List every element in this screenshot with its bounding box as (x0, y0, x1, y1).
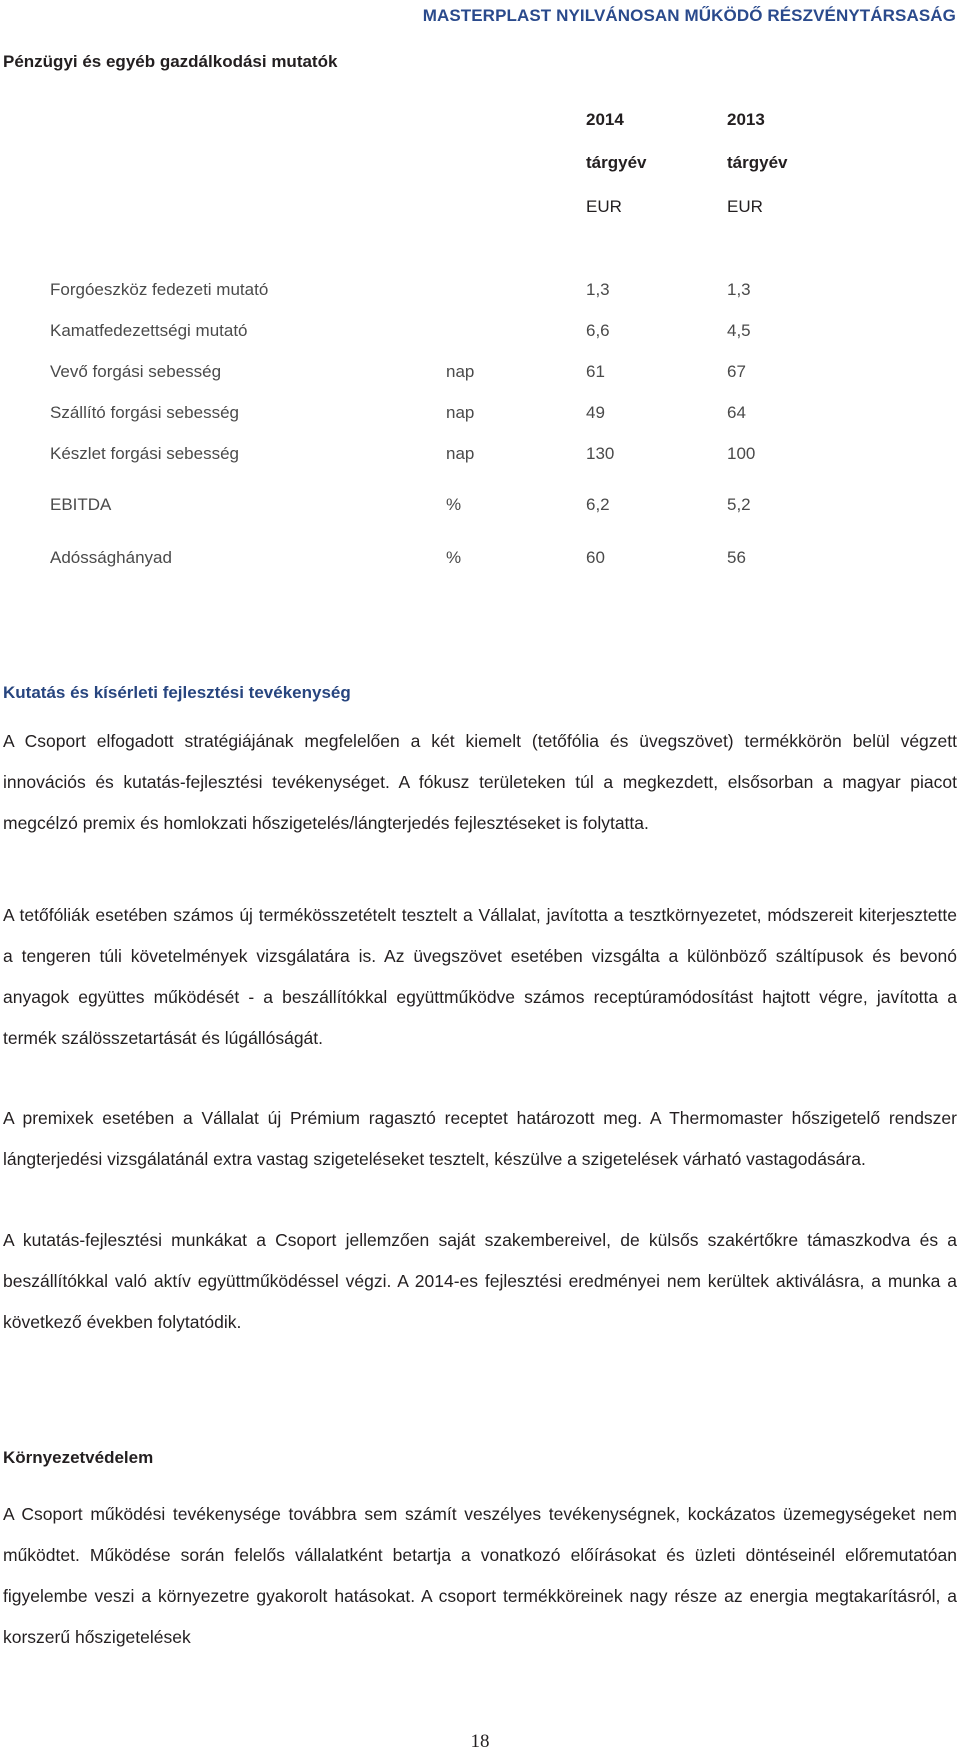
indicator-value-2013: 1,3 (727, 280, 751, 299)
indicator-unit: nap (446, 362, 475, 381)
col-2014-currency: EUR (586, 197, 622, 216)
rnd-paragraph: A tetőfóliák esetében számos új termékösszetételt tesztelt a Vállalat, javította a tesztkörnyezetet, módszereit kiterjesztette a tengeren túli követelmények vizsgálatára is. Az üvegszövet esetében vizsgálta a különböző száltípusok és bevonó anyagok együttes működését - a beszállítókkal együttműködve számos receptúramódosítást hajtott végre, javította a termék szálösszetartását és lúgállóságát. (3, 905, 957, 1048)
env-title: Környezetvédelem (3, 1448, 154, 1467)
indicator-unit: % (446, 495, 462, 514)
indicator-row (0, 495, 960, 519)
indicators-title: Pénzügyi és egyéb gazdálkodási mutatók (3, 52, 338, 71)
indicator-value-2014: 61 (586, 362, 605, 381)
indicator-value-2013: 100 (727, 444, 756, 463)
col-2013-year: 2013 (727, 110, 765, 129)
indicator-value-2014: 130 (586, 444, 615, 463)
indicator-value-2013: 4,5 (727, 321, 751, 340)
page-number: 18 (470, 1731, 490, 1752)
indicator-row (0, 548, 960, 572)
indicator-value-2014: 6,2 (586, 495, 610, 514)
indicator-row (0, 444, 960, 468)
env-paragraph: A Csoport működési tevékenysége továbbra sem számít veszélyes tevékenységnek, kockázatos üzemegységeket nem működtet. Működése során felelős vállalatként betartja a vonatkozó előírásokat és üzleti döntéseinél előremutatóan figyelembe veszi a környezetre gyakorolt hatásokat. A csoport termékköreinek nagy része az energia megtakarításról, a korszerű hőszigetelések (3, 1504, 957, 1647)
indicator-label: Készlet forgási sebesség (50, 444, 239, 463)
col-2014-sub: tárgyév (586, 153, 647, 172)
indicator-label: EBITDA (50, 495, 112, 514)
indicator-label: Forgóeszköz fedezeti mutató (50, 280, 269, 299)
indicator-label: Kamatfedezettségi mutató (50, 321, 248, 340)
indicator-value-2013: 64 (727, 403, 746, 422)
indicator-label: Szállító forgási sebesség (50, 403, 239, 422)
indicator-value-2014: 1,3 (586, 280, 610, 299)
indicator-value-2013: 56 (727, 548, 746, 567)
indicator-unit: nap (446, 403, 475, 422)
col-2014-year: 2014 (586, 110, 624, 129)
indicator-row (0, 280, 960, 304)
indicator-label: Adóssághányad (50, 548, 172, 567)
indicator-value-2014: 60 (586, 548, 605, 567)
indicator-unit: % (446, 548, 462, 567)
rnd-title: Kutatás és kísérleti fejlesztési tevékenység (3, 683, 351, 702)
col-2013-sub: tárgyév (727, 153, 788, 172)
indicator-value-2013: 67 (727, 362, 746, 381)
rnd-paragraph: A premixek esetében a Vállalat új Prémium ragasztó receptet határozott meg. A Thermomaster hőszigetelő rendszer lángterjedési vizsgálatánál extra vastag szigeteléseket tesztelt, készülve a szigetelések várható vastagodására. (3, 1108, 957, 1169)
indicator-row (0, 362, 960, 386)
indicator-row (0, 403, 960, 427)
col-2013-currency: EUR (727, 197, 763, 216)
indicator-value-2014: 6,6 (586, 321, 610, 340)
indicator-label: Vevő forgási sebesség (50, 362, 222, 381)
company-header: MASTERPLAST NYILVÁNOSAN MŰKÖDŐ RÉSZVÉNYTÁRSASÁG (422, 6, 956, 25)
indicator-value-2014: 49 (586, 403, 605, 422)
indicator-unit: nap (446, 444, 475, 463)
indicator-value-2013: 5,2 (727, 495, 751, 514)
indicator-row (0, 321, 960, 345)
rnd-paragraph: A kutatás-fejlesztési munkákat a Csoport jellemzően saját szakembereivel, de külsős szakértőkre támaszkodva és a beszállítókkal való aktív együttműködéssel végzi. A 2014-es fejlesztési eredményei nem kerültek aktiválásra, a munka a következő években folytatódik. (3, 1230, 957, 1332)
rnd-paragraph: A Csoport elfogadott stratégiájának megfelelően a két kiemelt (tetőfólia és üvegszövet) termékkörön belül végzett innovációs és kutatás-fejlesztési tevékenységet. A fókusz területeken túl a megkezdett, elsősorban a magyar piacot megcélzó premix és homlokzati hőszigetelés/lángterjedés fejlesztéseket is folytatta. (3, 731, 957, 833)
